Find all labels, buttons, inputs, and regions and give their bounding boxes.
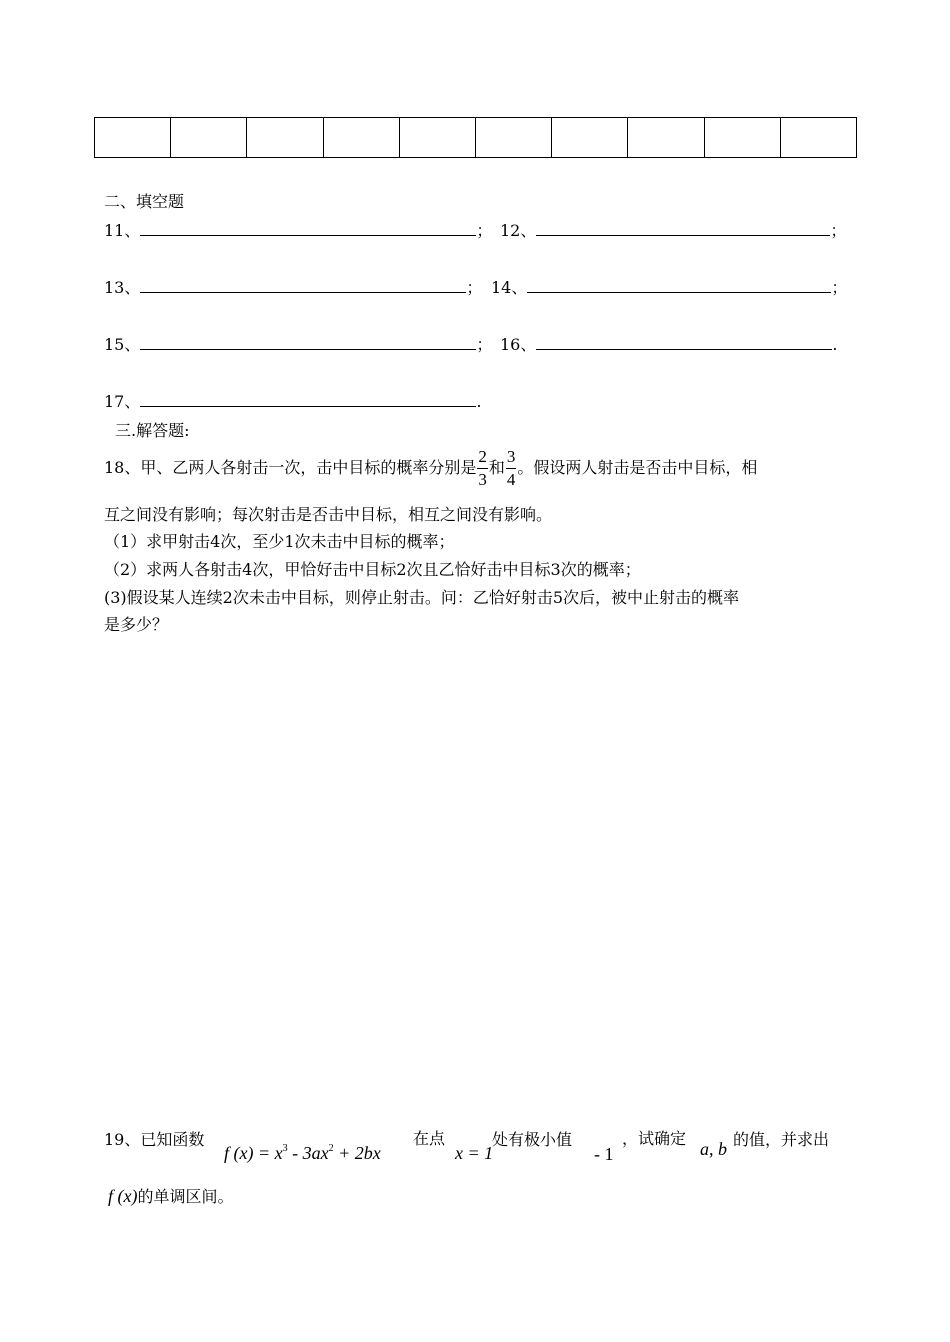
fraction-numerator: 3	[506, 446, 517, 469]
q14-semicolon: ；	[831, 278, 848, 297]
q19-interval: 的单调区间。	[137, 1187, 234, 1206]
q14-blank[interactable]	[527, 278, 831, 293]
q19-line2	[108, 1185, 234, 1208]
fill-row-11-12	[104, 220, 492, 242]
q17-label: 17、	[104, 392, 141, 411]
fraction-denominator: 4	[506, 470, 516, 489]
q19-lead: 19、已知函数	[104, 1130, 205, 1149]
section3-heading: 三.解答题:	[115, 421, 190, 440]
q11-semicolon: ；	[476, 221, 493, 240]
q19-neg-one: - 1	[594, 1144, 614, 1164]
q18-tail-text: 。假设两人射击是否击中目标，相	[517, 458, 758, 477]
q18-part1: （1）求甲射击4次，至少1次未击中目标的概率；	[104, 532, 455, 551]
section2-heading: 二、填空题	[104, 192, 185, 211]
answer-cell-8[interactable]	[628, 118, 704, 158]
q19-determine: ，试确定	[622, 1129, 687, 1148]
q15-label: 15、	[104, 335, 141, 354]
answer-cell-6[interactable]	[475, 118, 551, 158]
q16-period: .	[832, 335, 838, 354]
answer-cell-4[interactable]	[323, 118, 399, 158]
q11-label: 11、	[104, 221, 141, 240]
answer-cell-1[interactable]	[95, 118, 171, 158]
q18-lead-text: 18、甲、乙两人各射击一次，击中目标的概率分别是	[104, 458, 477, 477]
q13-blank[interactable]	[140, 278, 466, 293]
answer-grid-row	[95, 118, 857, 158]
q12-label: 12、	[500, 221, 537, 240]
q17-period: .	[476, 392, 482, 411]
answer-cell-10[interactable]	[780, 118, 856, 158]
answer-grid-table	[94, 117, 857, 158]
q19-x-equals: x = 1	[455, 1143, 494, 1163]
fill-row-14	[491, 277, 847, 299]
q19-fx: f (x)	[108, 1186, 138, 1206]
q17-blank[interactable]	[140, 392, 476, 407]
fraction-numerator: 2	[477, 446, 488, 469]
q18-line1	[104, 446, 757, 491]
answer-cell-3[interactable]	[247, 118, 323, 158]
q18-part2: （2）求两人各射击4次，甲恰好击中目标2次且乙恰好击中目标3次的概率；	[104, 560, 641, 579]
answer-cell-9[interactable]	[704, 118, 780, 158]
q15-semicolon: ；	[476, 335, 493, 354]
q18-line2: 互之间没有影响；每次射击是否击中目标，相互之间没有影响。	[104, 505, 553, 524]
q19-ab: a, b	[700, 1139, 727, 1159]
q14-label: 14、	[491, 278, 528, 297]
q19-values: 的值，并求出	[733, 1130, 830, 1149]
answer-cell-5[interactable]	[399, 118, 475, 158]
q11-blank[interactable]	[140, 221, 476, 236]
fraction-denominator: 3	[478, 470, 487, 489]
q12-semicolon: ；	[830, 221, 847, 240]
q19-min-value: 处有极小值	[492, 1130, 573, 1149]
q15-blank[interactable]	[140, 335, 476, 350]
q19-at-point: 在点	[413, 1129, 446, 1148]
q13-label: 13、	[104, 278, 141, 297]
q18-and-text: 和	[488, 458, 505, 477]
q13-semicolon: ；	[466, 278, 483, 297]
q19-function-formula: f $(x) = x^3 - 3ax^2 + 2bx$	[224, 1143, 381, 1163]
q12-blank[interactable]	[536, 221, 830, 236]
fill-row-17	[104, 391, 481, 413]
answer-cell-2[interactable]	[171, 118, 247, 158]
q16-blank[interactable]	[536, 335, 832, 350]
fraction-two-thirds	[477, 446, 488, 491]
fill-row-12	[500, 220, 846, 242]
q18-part3-cont: 是多少？	[104, 615, 169, 634]
fraction-three-quarters	[506, 446, 517, 491]
q18-part3: (3)假设某人连续2次未击中目标，则停止射击。问：乙恰好射击5次后，被中止射击的概率	[104, 588, 740, 607]
q16-label: 16、	[500, 335, 537, 354]
fill-row-15	[104, 334, 492, 356]
answer-cell-7[interactable]	[552, 118, 628, 158]
fill-row-16	[500, 334, 837, 356]
fill-row-13	[104, 277, 482, 299]
